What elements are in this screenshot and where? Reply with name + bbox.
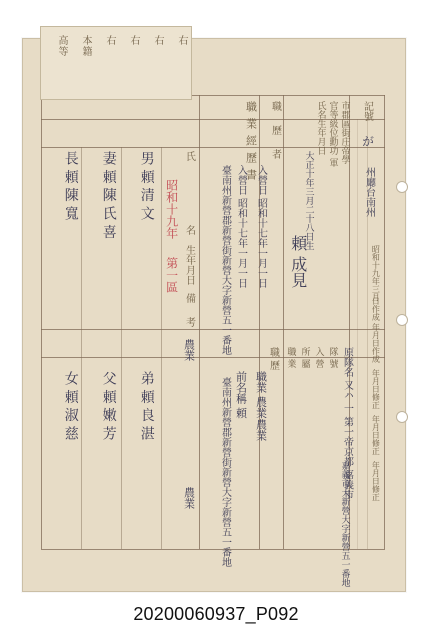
name-line-label: 氏名生年月日 (315, 101, 326, 155)
family-label-2: 名 (183, 225, 195, 235)
mid-label-3: 者 (269, 149, 281, 159)
red-note-1: 昭和十九年 (164, 179, 179, 239)
place-line: 州廳台南州 (363, 167, 375, 217)
right-col-2: 日作成 (371, 297, 381, 321)
binder-hole-1 (396, 181, 408, 193)
binder-hole-3 (396, 411, 408, 423)
stamp-mark: が (360, 135, 375, 147)
right-col-line-2 (357, 119, 358, 549)
misc-right-2: 隊 號 (327, 347, 338, 368)
mid-label-2: 歷 (269, 125, 281, 135)
family-col-3 (161, 147, 162, 549)
slip-col-4: 右 (128, 35, 139, 46)
family-col-2 (121, 147, 122, 549)
family-entry-4: 女 頼 淑 慈 (62, 371, 79, 441)
family-label-5: 考 (183, 317, 195, 327)
misc-right-3: 入 營 (313, 347, 324, 368)
row-line-3 (41, 329, 385, 330)
family-label-1: 氏 (183, 151, 195, 161)
family-entry-6: 弟 頼 良 湛 (138, 371, 155, 441)
attached-slip (40, 26, 192, 100)
address-3: 臺南州新營郡新營街新營大字新營五一番地 (219, 377, 231, 567)
slip-col-6: 右 (176, 35, 187, 46)
service-entry-5: 前名稱 頼 (234, 371, 248, 419)
doc-title: 職業經歷書 (244, 101, 258, 186)
right-col-6: 年月日修正 (371, 461, 381, 501)
service-entry-4: 職業 農業 (254, 371, 268, 419)
family-entry-2: 妻 頼 陳 氏 喜 (100, 151, 117, 239)
right-col-1: 昭和十九年三月 (371, 245, 381, 301)
red-note-2: 第一區 (164, 257, 179, 293)
right-col-3: 年月日作成 (371, 323, 381, 363)
document-sheet (22, 38, 406, 592)
frame-right (384, 95, 385, 549)
divider-mid (283, 95, 284, 549)
divider-family-mid (199, 95, 200, 549)
slip-col-3: 右 (104, 35, 115, 46)
frame-left (41, 95, 42, 549)
occupation-3: 農業 (254, 419, 268, 441)
rank-line: 官等級位勳功 軍 (327, 101, 338, 167)
misc-right-1: 原隊名 又ハ 一 第一帝京都 嘉義市 (341, 347, 353, 500)
occupation-2: 農業 (182, 339, 196, 361)
right-col-4: 年月日修正 (371, 369, 381, 409)
family-label-4: 備 (183, 293, 195, 303)
name-handwritten: 頼 成見 (288, 235, 308, 289)
slip-col-1: 高等 (56, 35, 67, 57)
service-entry-2: 入營日 昭和十七年一月一日 (235, 165, 247, 289)
misc-right-4: 所 屬 (299, 347, 310, 368)
binder-hole-2 (396, 314, 408, 326)
slip-col-5: 右 (152, 35, 163, 46)
family-label-3: 生年月日 (183, 245, 195, 285)
family-entry-1: 長 頼 陳 寬 (62, 151, 79, 221)
birth-date: 大正十年三月二十八日生 (303, 151, 314, 250)
misc-right-5: 職 業 (285, 347, 296, 368)
service-entry-3: 職 歷 (267, 347, 279, 371)
section-mark: 記號 (361, 101, 373, 121)
service-entry-1: 入營日 昭和十七年一月一日 (255, 165, 267, 289)
address-1: 臺南州新營郡新營街新營大字新營五一番地 (219, 165, 231, 355)
family-entry-5: 父 頼 嫩 芳 (100, 371, 117, 441)
family-entry-3: 男 頼 清 文 (138, 151, 155, 221)
divider-header-left (259, 95, 260, 549)
slip-col-2: 本籍 (80, 35, 91, 57)
frame-bottom (41, 549, 385, 550)
occupation-1: 農業 (182, 487, 196, 509)
family-col-1 (81, 147, 82, 549)
address-2: 嘉義市大新營大字新營五一番地 (339, 461, 350, 587)
mid-label-1: 職 (269, 101, 281, 111)
document-id: 20200060937_P092 (133, 604, 299, 624)
city-line: 市郡區街庄帝學 (339, 101, 350, 164)
right-col-5: 年月日修正 (371, 415, 381, 455)
